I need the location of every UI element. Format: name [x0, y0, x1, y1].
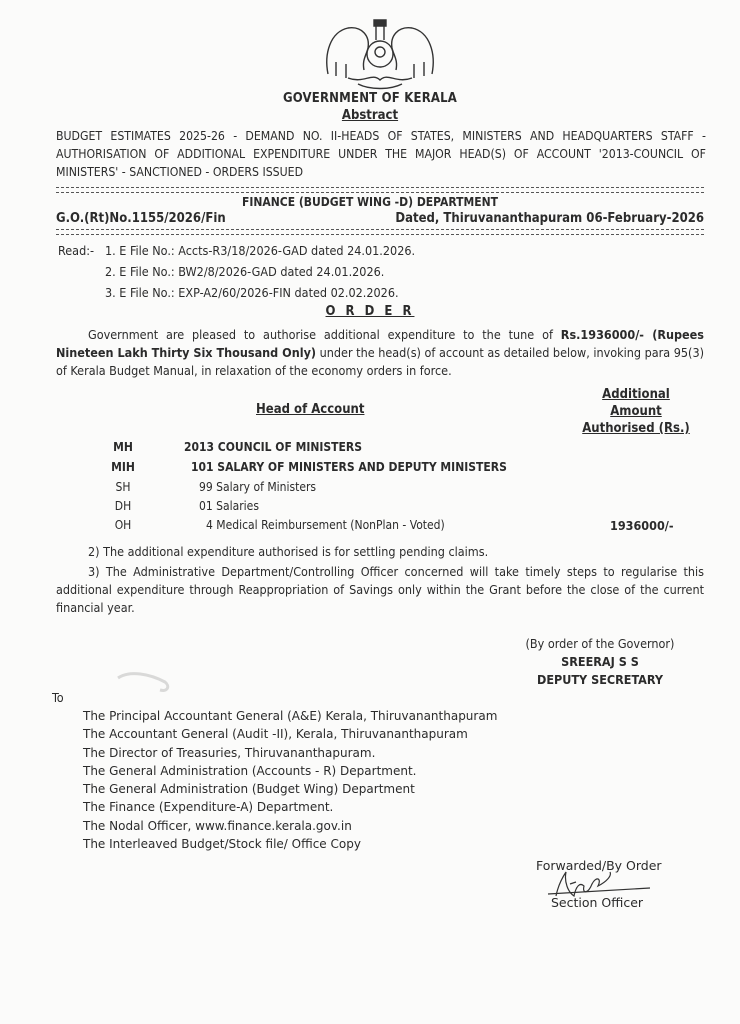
order-date: Dated, Thiruvananthapuram 06-February-2026 [395, 211, 704, 226]
row-code: MIH [111, 460, 135, 474]
sanctioned-amount: Rs.1936000/- (Rupees Nineteen Lakh Thirty Six Thousand Only) [56, 327, 705, 360]
row-code: SH [115, 480, 131, 494]
row-description: 99 Salary of Ministers [199, 480, 317, 494]
divider-top [56, 187, 704, 193]
list-item: The General Administration (Budget Wing) Department [83, 782, 415, 797]
list-item: The Finance (Expenditure-A) Department. [83, 800, 334, 815]
read-label: Read:- [58, 243, 95, 258]
para1-text-b: under the head(s) of account as detailed below, invoking para 95(3) of Kerala Budget Manual, in relaxation of the economy orders in force. [56, 345, 704, 378]
recipient-list [83, 707, 497, 853]
abstract-heading [0, 108, 740, 123]
order-heading-text: O R D E R [325, 304, 415, 319]
kerala-emblem-icon [318, 14, 442, 92]
read-item-1: 1. E File No.: Accts-R3/18/2026-GAD dated 24.01.2026. [105, 243, 416, 258]
list-item: The General Administration (Accounts - R) Department. [83, 763, 417, 778]
section-officer-label: Section Officer [551, 895, 644, 910]
department-name: FINANCE (BUDGET WING -D) DEPARTMENT [241, 195, 498, 209]
row-amount: 1936000/- [610, 518, 674, 533]
to-label: To [52, 690, 64, 705]
row-code: MH [113, 440, 133, 454]
row-code: OH [114, 518, 132, 532]
amount-header [570, 386, 702, 437]
order-paragraph-1 [56, 326, 704, 380]
by-order-line: (By order of the Governor) [525, 636, 675, 651]
order-paragraph-3: 3) The Administrative Department/Controlling Officer concerned will take timely steps to regularise this additional expenditure through Reappropriation of Savings only within the Grant before the close of the current financial year. [56, 564, 704, 615]
read-item-2: 2. E File No.: BW2/8/2026-GAD dated 24.01.2026. [105, 264, 385, 279]
head-of-account-header: Head of Account [256, 402, 365, 417]
order-heading [0, 304, 740, 319]
go-number: G.O.(Rt)No.1155/2026/Fin [56, 211, 226, 226]
forwarded-label: Forwarded/By Order [536, 858, 662, 873]
row-description: 101 SALARY OF MINISTERS AND DEPUTY MINISTERS [191, 460, 507, 474]
list-item: The Principal Accountant General (A&E) Kerala, Thiruvananthapuram [83, 709, 498, 723]
faint-stamp-icon [110, 668, 180, 698]
government-title: GOVERNMENT OF KERALA [282, 91, 458, 106]
list-item: The Nodal Officer, www.finance.kerala.gov.in [83, 818, 352, 833]
para1-text-a: Government are pleased to authorise additional expenditure to the tune of [88, 327, 561, 342]
list-item: The Director of Treasuries, Thiruvananthapuram. [83, 745, 376, 760]
signature-block [500, 635, 700, 689]
row-code: DH [114, 499, 132, 513]
divider-bottom [56, 229, 704, 235]
amount-header-line-3: Authorised (Rs.) [582, 421, 690, 436]
list-item: The Interleaved Budget/Stock file/ Office Copy [83, 837, 361, 852]
abstract-label: Abstract [341, 108, 399, 123]
read-item-3: 3. E File No.: EXP-A2/60/2026-FIN dated 02.02.2026. [105, 285, 399, 300]
list-item: The Accountant General (Audit -II), Kerala, Thiruvananthapuram [83, 727, 468, 742]
row-description: 4 Medical Reimbursement (NonPlan - Voted) [206, 518, 445, 532]
order-paragraph-2: 2) The additional expenditure authorised is for settling pending claims. [88, 544, 489, 559]
row-description: 01 Salaries [199, 499, 259, 513]
row-description: 2013 COUNCIL OF MINISTERS [184, 440, 362, 454]
subject-line: BUDGET ESTIMATES 2025-26 - DEMAND NO. II-HEADS OF STATES, MINISTERS AND HEADQUARTERS STAFF - AUTHORISATION OF ADDITIONAL EXPENDITURE UNDER THE MAJOR HEAD(S) OF ACCOUNT '2013-COUNCIL OF MINISTERS' - SANCTIONED - ORDERS ISSUED [56, 129, 706, 179]
signatory-designation: DEPUTY SECRETARY [536, 672, 664, 687]
signatory-name: SREERAJ S S [561, 654, 639, 669]
amount-header-line-2: Amount [610, 404, 662, 419]
amount-header-line-1: Additional [602, 387, 670, 402]
